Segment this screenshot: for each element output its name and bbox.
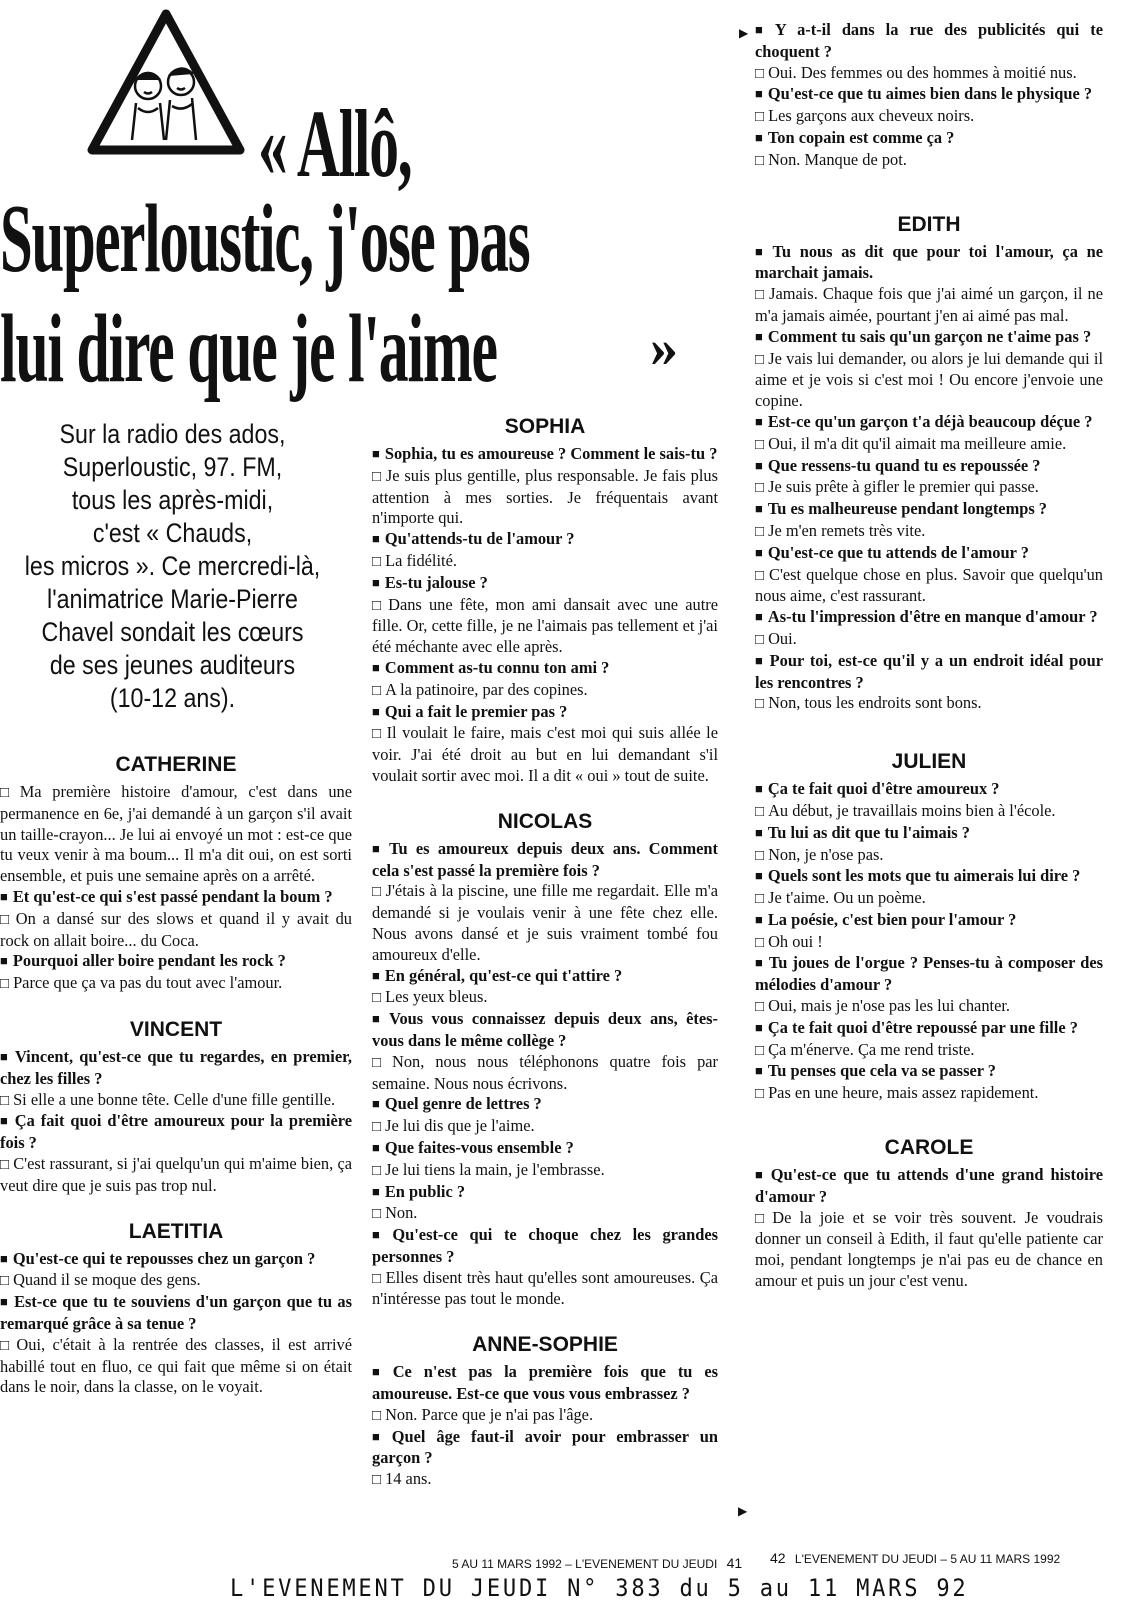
intro-line: de ses jeunes auditeurs: [49, 650, 296, 680]
question: ■ Ton copain est comme ça ?: [755, 128, 1103, 150]
question: ■ Comment tu sais qu'un garçon ne t'aime pas ?: [755, 327, 1103, 349]
section-heading-carole: CAROLE: [884, 1136, 974, 1160]
answer: □ Non. Parce que je n'ai pas l'âge.: [372, 1405, 718, 1427]
answer: □ Parce que ça va pas du tout avec l'amour.: [0, 973, 352, 995]
answer: □ 14 ans.: [372, 1469, 718, 1491]
intro-line: Sur la radio des ados,: [59, 419, 286, 449]
answer: □ Ça m'énerve. Ça me rend triste.: [755, 1040, 1103, 1062]
question: ■ Que ressens-tu quand tu es repoussée ?: [755, 456, 1103, 478]
intro-line: Superloustic, 97. FM,: [62, 452, 283, 482]
footer-publication: 5 AU 11 MARS 1992 – L'EVENEMENT DU JEUDI: [452, 1557, 718, 1571]
footer-page-number: 42: [770, 1550, 786, 1566]
continuation-arrow-icon: ▶: [738, 1504, 748, 1518]
intro-line: (10-12 ans).: [109, 683, 236, 713]
headline-line-1: « Allô,: [258, 90, 412, 197]
intro-line: l'animatrice Marie-Pierre: [47, 584, 298, 614]
question: ■ Et qu'est-ce qui s'est passé pendant la boum ?: [0, 887, 352, 909]
answer: □ A la patinoire, par des copines.: [372, 680, 718, 702]
answer: □ La fidélité.: [372, 551, 718, 573]
question: ■ En général, qu'est-ce qui t'attire ?: [372, 966, 718, 988]
page-footer-right: [770, 1550, 1060, 1566]
answer: □ Oh oui !: [755, 932, 1103, 954]
question: ■ Tu joues de l'orgue ? Penses-tu à composer des mélodies d'amour ?: [755, 953, 1103, 996]
answer: □ Oui. Des femmes ou des hommes à moitié nus.: [755, 63, 1103, 85]
answer: □ Quand il se moque des gens.: [0, 1270, 352, 1292]
section-heading-julien: JULIEN: [891, 750, 967, 774]
question: ■ Qu'est-ce que tu attends d'une grand histoire d'amour ?: [755, 1165, 1103, 1208]
question: ■ Pour toi, est-ce qu'il y a un endroit idéal pour les rencontres ?: [755, 651, 1103, 694]
answer: □ Pas en une heure, mais assez rapidement.: [755, 1083, 1103, 1105]
question: ■ Pourquoi aller boire pendant les rock ?: [0, 951, 352, 973]
column-middle: [372, 414, 718, 1491]
answer: □ Non. Manque de pot.: [755, 150, 1103, 172]
question: ■ Es-tu jalouse ?: [372, 573, 718, 595]
question: ■ Sophia, tu es amoureuse ? Comment le sais-tu ?: [372, 444, 718, 466]
question: ■ Qu'est-ce que tu attends de l'amour ?: [755, 543, 1103, 565]
section-heading-laetitia: LAETITIA: [128, 1219, 224, 1243]
answer: □ Non, tous les endroits sont bons.: [755, 693, 1103, 715]
page-footer-left: [452, 1555, 742, 1571]
answer: □ C'est rassurant, si j'ai quelqu'un qui m'aime bien, ça veut dire que je suis pas trop nul.: [0, 1154, 352, 1197]
question: ■ Ça te fait quoi d'être amoureux ?: [755, 779, 1103, 801]
question: ■ Quel genre de lettres ?: [372, 1094, 718, 1116]
answer: □ Les yeux bleus.: [372, 987, 718, 1009]
headline-line-3: lui dire que je l'aime: [0, 295, 497, 403]
answer: □ Au début, je travaillais moins bien à l'école.: [755, 801, 1103, 823]
question: ■ Est-ce que tu te souviens d'un garçon que tu as remarqué grâce à sa tenue ?: [0, 1292, 352, 1335]
question: ■ Tu es amoureux depuis deux ans. Comment cela s'est passé la première fois ?: [372, 839, 718, 882]
answer: □ Je vais lui demander, ou alors je lui demande qui il aime et je vois si c'est moi ! Ou encore j'envoie une copine.: [755, 349, 1103, 412]
section-heading-sophia: SOPHIA: [504, 415, 586, 438]
question: ■ Tu penses que cela va se passer ?: [755, 1061, 1103, 1083]
answer: □ Jamais. Chaque fois que j'ai aimé un garçon, il ne m'a jamais aimée, pourtant j'en ai aimé pas mal.: [755, 284, 1103, 327]
answer: □ Si elle a une bonne tête. Celle d'une fille gentille.: [0, 1090, 352, 1112]
answer: □ Les garçons aux cheveux noirs.: [755, 106, 1103, 128]
answer: □ Non, nous nous téléphonons quatre fois par semaine. Nous nous écrivons.: [372, 1052, 718, 1095]
answer: □ Dans une fête, mon ami dansait avec une autre fille. Or, cette fille, je ne l'aimais pas tellement et j'ai été méchante avec elle après.: [372, 595, 718, 658]
footer-page-number: 41: [726, 1555, 743, 1571]
column-right: [755, 20, 1103, 1292]
intro-line: c'est « Chauds,: [92, 518, 253, 548]
answer: □ Non.: [372, 1203, 718, 1225]
question: ■ Vincent, qu'est-ce que tu regardes, en premier, chez les filles ?: [0, 1047, 352, 1090]
question: ■ Qui a fait le premier pas ?: [372, 702, 718, 724]
question: ■ Ça fait quoi d'être amoureux pour la première fois ?: [0, 1111, 352, 1154]
answer: □ Je lui dis que je l'aime.: [372, 1116, 718, 1138]
question: ■ Ça te fait quoi d'être repoussé par une fille ?: [755, 1018, 1103, 1040]
answer: □ Oui.: [755, 629, 1103, 651]
answer: □ Je lui tiens la main, je l'embrasse.: [372, 1160, 718, 1182]
section-heading-nicolas: NICOLAS: [497, 809, 593, 833]
question: ■ Que faites-vous ensemble ?: [372, 1138, 718, 1160]
headline-line-2: Superloustic, j'ose pas: [0, 185, 530, 293]
answer: □ De la joie et se voir très souvent. Je voudrais donner un conseil à Edith, il faut qu'elle patiente car moi, pendant longtemps je n'ai pas eu de chance en amour et puis un jour c'est venu.: [755, 1208, 1103, 1292]
question: ■ Quel âge faut-il avoir pour embrasser un garçon ?: [372, 1427, 718, 1470]
intro-text: [24, 418, 321, 715]
intro-line: tous les après-midi,: [71, 485, 274, 515]
question: ■ Qu'est-ce qui te repousses chez un garçon ?: [0, 1249, 352, 1271]
intro-line: les micros ». Ce mercredi-là,: [24, 551, 321, 581]
question: ■ En public ?: [372, 1182, 718, 1204]
question: ■ Qu'est-ce que tu aimes bien dans le physique ?: [755, 84, 1103, 106]
question: ■ Tu lui as dit que tu l'aimais ?: [755, 823, 1103, 845]
logo-triangle-icon: [86, 8, 246, 158]
question: ■ La poésie, c'est bien pour l'amour ?: [755, 910, 1103, 932]
answer: □ Elles disent très haut qu'elles sont amoureuses. Ça n'intéresse pas tout le monde.: [372, 1268, 718, 1311]
answer: □ C'est quelque chose en plus. Savoir que quelqu'un nous aime, c'est rassurant.: [755, 565, 1103, 608]
intro-line: Chavel sondait les cœurs: [41, 617, 304, 647]
question: ■ As-tu l'impression d'être en manque d'amour ?: [755, 607, 1103, 629]
section-heading-anne-sophie: ANNE-SOPHIE: [472, 1333, 618, 1357]
question: ■ Tu es malheureuse pendant longtemps ?: [755, 499, 1103, 521]
question: ■ Comment as-tu connu ton ami ?: [372, 658, 718, 680]
answer: □ Oui, il m'a dit qu'il aimait ma meilleure amie.: [755, 434, 1103, 456]
answer: □ Je t'aime. Ou un poème.: [755, 888, 1103, 910]
answer: □ Il voulait le faire, mais c'est moi qui suis allée le voir. J'ai été droit au but en lui demandant s'il voulait sortir avec moi. Il a dit « oui » tout de suite.: [372, 723, 718, 786]
question: ■ Quels sont les mots que tu aimerais lui dire ?: [755, 866, 1103, 888]
section-heading-vincent: VINCENT: [129, 1017, 223, 1041]
answer: □ Je suis plus gentille, plus responsable. Je fais plus attention à mes sorties. Je fréquentais avant n'importe qui.: [372, 466, 718, 529]
question: ■ Qu'est-ce qui te choque chez les grandes personnes ?: [372, 1225, 718, 1268]
question: ■ Tu nous as dit que pour toi l'amour, ça ne marchait jamais.: [755, 242, 1103, 285]
question: ■ Y a-t-il dans la rue des publicités qui te choquent ?: [755, 20, 1103, 63]
answer: □ Je m'en remets très vite.: [755, 521, 1103, 543]
continuation-arrow-icon: ▶: [739, 26, 749, 40]
answer: □ Oui, mais je n'ose pas les lui chanter.: [755, 996, 1103, 1018]
section-heading-edith: EDITH: [897, 212, 961, 236]
column-left: [0, 752, 352, 1398]
question: ■ Ce n'est pas la première fois que tu es amoureuse. Est-ce que vous vous embrassez ?: [372, 1362, 718, 1405]
headline-closing-quote: »: [650, 317, 676, 379]
question: ■ Qu'attends-tu de l'amour ?: [372, 529, 718, 551]
answer: □ Oui, c'était à la rentrée des classes, il est arrivé habillé tout en fluo, ce qui fait que même si on était dans le noir, dans la classe, on le voyait.: [0, 1335, 352, 1398]
footer-publication: L'EVENEMENT DU JEUDI – 5 AU 11 MARS 1992: [794, 1552, 1061, 1566]
answer: □ Ma première histoire d'amour, c'est dans une permanence en 6e, j'ai demandé à un garçon s'il avait un taille-crayon... Je lui ai envoyé un mot : est-ce que tu veux venir à ma boum... Il m'a dit oui, on est sorti ensemble, et puis une semaine après on a arrêté.: [0, 782, 352, 887]
answer: □ Non, je n'ose pas.: [755, 845, 1103, 867]
section-heading-catherine: CATHERINE: [115, 753, 237, 776]
answer: □ Je suis prête à gifler le premier qui passe.: [755, 477, 1103, 499]
question: ■ Vous vous connaissez depuis deux ans, êtes-vous dans le même collège ?: [372, 1009, 718, 1052]
answer: □ J'étais à la piscine, une fille me regardait. Elle m'a demandé si je voulais venir à une fête chez elle. Nous avons dansé et je suis vraiment tombé fou amoureux d'elle.: [372, 881, 718, 965]
handwritten-annotation: L'EVENEMENT DU JEUDI N° 383 du 5 au 11 MARS 92: [230, 1574, 969, 1602]
question: ■ Est-ce qu'un garçon t'a déjà beaucoup déçue ?: [755, 412, 1103, 434]
answer: □ On a dansé sur des slows et quand il y avait du rock on allait boire... du Coca.: [0, 909, 352, 952]
